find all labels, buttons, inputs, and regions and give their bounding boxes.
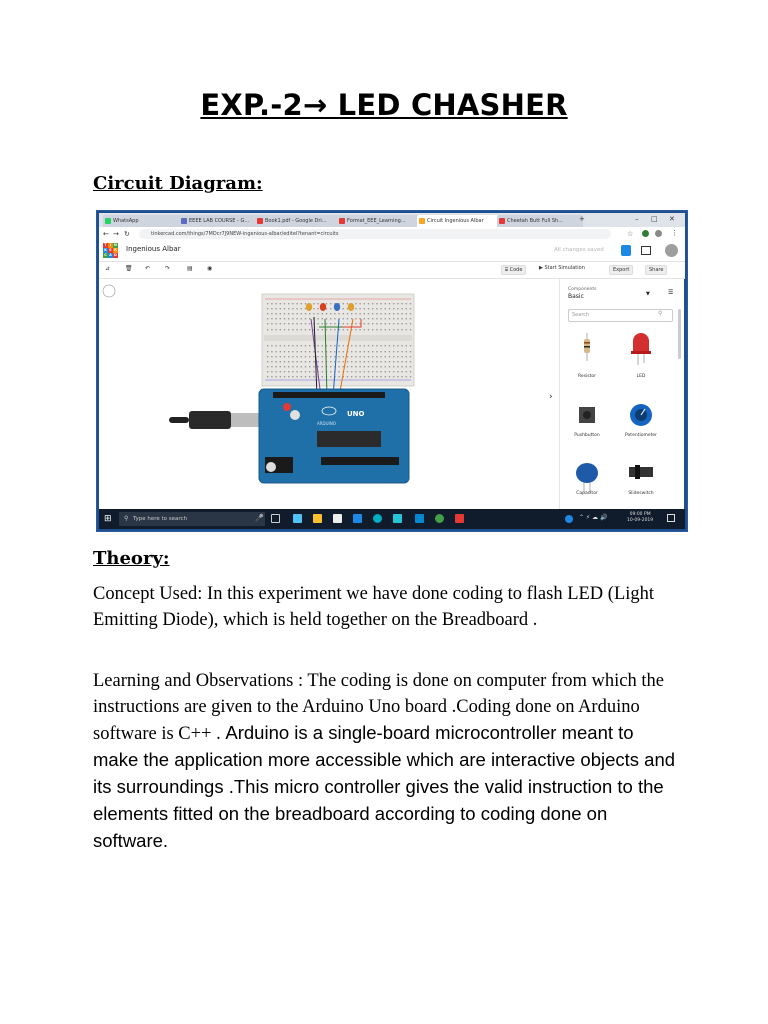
circuit-canvas[interactable]: [99, 279, 559, 509]
eye-icon[interactable]: ◉: [207, 265, 213, 272]
chevron-down-icon[interactable]: ▼: [646, 291, 650, 297]
list-view-icon[interactable]: [641, 246, 651, 255]
new-tab-icon[interactable]: +: [579, 215, 585, 223]
components-panel: [559, 279, 684, 509]
collapse-panel-icon[interactable]: ›: [549, 392, 553, 402]
star-icon[interactable]: ☆: [627, 230, 634, 238]
arduino-app-icon[interactable]: [373, 514, 382, 523]
forward-icon[interactable]: →: [113, 230, 119, 238]
undo-icon[interactable]: ↶: [145, 265, 151, 272]
pushbutton-icon[interactable]: [579, 407, 595, 423]
potentiometer-icon[interactable]: [630, 404, 652, 426]
whatsapp-icon: [105, 218, 111, 224]
windows-start-icon[interactable]: ⊞: [104, 514, 112, 524]
back-icon[interactable]: ←: [103, 230, 109, 238]
circuit-drawing: [99, 279, 559, 509]
browser-tab-active[interactable]: Circuit Ingenious Albar: [417, 215, 503, 227]
component-label: Capacitor: [576, 491, 598, 496]
learning-text-sans: Arduino is a single-board microcontroller meant to make the application more accessible which are interactive objects and its surroundings .This micro controller gives the valid instruction to the elements fitted on the breadboard according to coding done on software.: [93, 722, 676, 851]
browser-address-bar: [99, 227, 685, 242]
chrome-icon[interactable]: [435, 514, 444, 523]
document-title: EXP.-2→ LED CHASHER: [200, 88, 568, 122]
tinkercad-logo[interactable]: T I N K E R C A D: [104, 243, 117, 257]
code-button[interactable]: ⌸ Code: [501, 265, 526, 275]
delete-icon[interactable]: 🗑: [125, 265, 133, 272]
component-label: LED: [636, 374, 646, 379]
board-brand: ARDUINO: [317, 421, 336, 426]
search-icon: ⚲: [658, 310, 663, 317]
close-icon[interactable]: ✕: [669, 215, 675, 223]
led-icon[interactable]: [631, 333, 651, 365]
usb-cable: [169, 411, 259, 429]
browser-tab[interactable]: EEEE LAB COURSE - G...: [179, 215, 261, 227]
notifications-icon[interactable]: [667, 514, 675, 522]
pdf-icon: [257, 218, 263, 224]
redo-icon[interactable]: ↷: [165, 265, 171, 272]
concept-used-paragraph: Concept Used: In this experiment we have done coding to flash LED (Light Emitting Diode), which is held together on the Breadboard .: [93, 584, 655, 630]
component-label: Potentiometer: [625, 433, 657, 438]
extension-icon[interactable]: [642, 230, 649, 237]
menu-icon[interactable]: ⋮: [671, 229, 678, 237]
components-dropdown[interactable]: Basic: [568, 293, 584, 300]
list-view-icon[interactable]: ☰: [668, 289, 674, 296]
tinkercad-screenshot: [97, 211, 687, 531]
search-icon: ⚲: [124, 515, 129, 522]
notes-icon[interactable]: ▤: [187, 265, 193, 272]
share-button[interactable]: Share: [645, 265, 667, 275]
tinkercad-toolbar: [99, 262, 685, 279]
panel-scrollbar[interactable]: [678, 309, 681, 359]
browser-tab[interactable]: Cheetah Butt Full Sh...: [497, 215, 583, 227]
component-icons: [560, 279, 684, 509]
project-name[interactable]: Ingenious Albar: [126, 245, 181, 253]
avatar[interactable]: [665, 244, 678, 257]
windows-taskbar: [99, 509, 685, 529]
browser-tab[interactable]: WhatsApp: [103, 215, 185, 227]
app-icon[interactable]: [415, 514, 424, 523]
arduino-uno-board[interactable]: [259, 389, 409, 483]
learning-observations-paragraph: [93, 668, 683, 855]
slideswitch-icon[interactable]: [629, 465, 653, 479]
url-input[interactable]: tinkercad.com/things/7MDcr7J9NEW-ingenious-albar/editel?tenant=circuits: [139, 229, 611, 239]
components-search-input[interactable]: Search: [568, 309, 673, 322]
tinkercad-header: [99, 241, 685, 262]
browser-tab[interactable]: Book1.pdf - Google Dri...: [255, 215, 343, 227]
theory-heading: Theory:: [93, 548, 170, 569]
capacitor-icon[interactable]: [576, 463, 598, 493]
task-view-icon[interactable]: [271, 514, 280, 523]
profile-icon[interactable]: [655, 230, 662, 237]
learning-text-serif: Learning and Observations : The coding is done on computer from which the instructions are given to the Arduino Uno board .Coding done on Arduino software is C++ .: [93, 671, 664, 744]
app-icon[interactable]: [393, 514, 402, 523]
reload-icon[interactable]: ↻: [124, 230, 130, 238]
circuit-diagram-heading: Circuit Diagram:: [93, 173, 263, 194]
start-simulation-button[interactable]: ▶ Start Simulation: [539, 265, 585, 271]
circuit-view-icon[interactable]: [621, 245, 631, 256]
zoom-fit-icon[interactable]: [103, 285, 115, 297]
file-explorer-icon[interactable]: [313, 514, 322, 523]
save-status: All changes saved: [554, 247, 604, 253]
component-label: Resistor: [578, 374, 596, 379]
microphone-icon[interactable]: 🎤: [255, 514, 264, 522]
browser-tab-bar: [99, 213, 685, 227]
system-tray-icons[interactable]: ⌃ ⚡ ☁ 🔊: [579, 514, 608, 521]
help-icon[interactable]: [565, 515, 573, 523]
resistor-icon[interactable]: [584, 333, 590, 361]
document-icon: [181, 218, 187, 224]
minimize-icon[interactable]: –: [635, 215, 639, 223]
mail-icon[interactable]: [353, 514, 362, 523]
store-icon[interactable]: [333, 514, 342, 523]
tinkercad-icon: [419, 218, 425, 224]
maximize-icon[interactable]: □: [651, 215, 658, 223]
taskbar-search-input[interactable]: Type here to search: [119, 512, 265, 526]
pdf-icon: [339, 218, 345, 224]
edge-icon[interactable]: [293, 514, 302, 523]
component-label: Pushbutton: [574, 433, 600, 438]
browser-tab[interactable]: Format_EEE_Learning...: [337, 215, 423, 227]
component-label: Slideswitch: [628, 491, 654, 496]
board-label: UNO: [347, 410, 365, 418]
rotate-icon[interactable]: ⊿: [105, 265, 111, 272]
components-label: Components: [568, 287, 597, 292]
taskbar-clock[interactable]: 09:00 PM 10-09-2019: [627, 512, 654, 523]
export-button[interactable]: Export: [609, 265, 633, 275]
app-icon[interactable]: [455, 514, 464, 523]
youtube-icon: [499, 218, 505, 224]
